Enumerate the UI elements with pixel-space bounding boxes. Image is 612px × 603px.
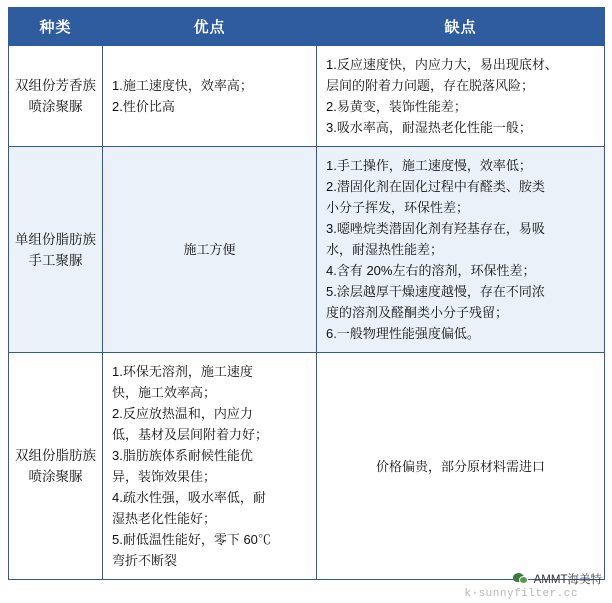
text-line: 5.涂层越厚干燥速度越慢，存在不同浓 [326,284,545,299]
column-header-pros: 优点 [103,8,317,46]
table-header-row [9,8,605,46]
page-footer [0,567,612,603]
wechat-account [513,571,602,587]
pros-text-3 [112,361,307,571]
text-line: 4.含有 20%左右的溶剂，环保性差； [326,263,536,278]
text-line: 水，耐湿热性能差； [326,242,444,257]
column-header-cons: 缺点 [317,8,605,46]
cell-pros [103,46,317,147]
table-header [9,8,605,46]
cell-kind [9,147,103,353]
text-line: 4.疏水性强，吸水率低，耐 [112,490,266,505]
table-row [9,46,605,147]
cell-cons [317,353,605,580]
cell-kind [9,353,103,580]
kind-text-2: 单组份脂肪族手工聚脲 [15,231,96,268]
text-line: 层间的附着力问题，存在脱落风险； [326,78,535,93]
cell-pros [103,147,317,353]
cons-text-2 [326,155,595,344]
cell-kind [9,46,103,147]
text-line: 6.一般物理性能强度偏低。 [326,326,480,341]
text-line: 2.潜固化剂在固化过程中有醛类、胺类 [326,179,545,194]
comparison-table [8,7,605,580]
cons-text-1 [326,54,595,138]
table-row [9,147,605,353]
text-line: 1.反应速度快，内应力大，易出现底材、 [326,57,558,72]
table-row [9,353,605,580]
pros-text-2 [112,239,307,260]
text-line: 低，基材及层间附着力好； [112,427,269,442]
text-line: 2.性价比高 [112,99,175,114]
text-line: 小分子挥发，环保性差； [326,200,470,215]
text-line: 湿热老化性能好； [112,511,217,526]
text-line: 3.脂肪族体系耐候性能优 [112,448,253,463]
text-line: 1.施工速度快，效率高； [112,78,253,93]
kind-text-1: 双组份芳香族喷涂聚脲 [15,78,96,114]
text-line: 1.环保无溶剂，施工速度 [112,364,253,379]
text-line: 弯折不断裂 [112,553,178,568]
cons-text-3 [326,456,595,477]
text-line: 5.耐低温性能好，零下 60℃ [112,532,271,547]
text-line: 度的溶剂及醛酮类小分子残留； [326,305,509,320]
text-line: 施工方便 [183,242,236,257]
table-body [9,46,605,580]
text-line: 异，装饰效果佳； [112,469,217,484]
pros-text-1 [112,75,307,117]
text-line: 3.吸水率高，耐湿热老化性能一般； [326,120,532,135]
cell-cons [317,147,605,353]
cell-cons [317,46,605,147]
cell-pros [103,353,317,580]
wechat-icon [513,573,529,586]
text-line: 1.手工操作，施工速度慢，效率低； [326,158,532,173]
text-line: 3.噁唑烷类潜固化剂有羟基存在，易吸 [326,221,545,236]
text-line: 2.反应放热温和，内应力 [112,406,253,421]
text-line: 价格偏贵，部分原材料需进口 [375,458,545,474]
kind-text-3: 双组份脂肪族喷涂聚脲 [15,448,96,484]
wechat-account-name: AMMT海美特 [533,574,602,586]
column-header-kind: 种类 [9,8,103,46]
watermark-text: k·sunnyfilter.cc [464,588,578,600]
text-line: 快，施工效率高； [112,385,217,400]
text-line: 2.易黄变，装饰性能差； [326,99,467,114]
